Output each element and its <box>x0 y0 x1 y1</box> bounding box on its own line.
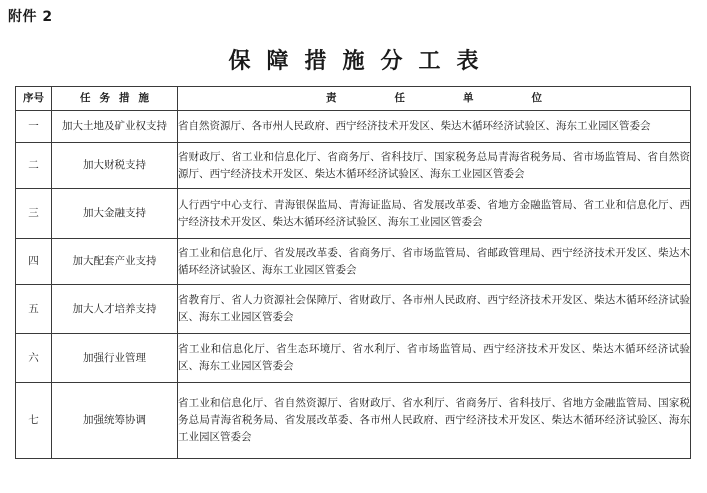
header-seq: 序号 <box>16 87 52 111</box>
row-task: 加强统筹协调 <box>52 383 178 459</box>
row-units: 省教育厅、省人力资源社会保障厅、省财政厅、各市州人民政府、西宁经济技术开发区、柴达木循环经济试验区、海东工业园区管委会 <box>178 285 691 334</box>
row-task: 加大财税支持 <box>52 143 178 189</box>
row-seq: 三 <box>16 189 52 239</box>
row-task: 加大土地及矿业权支持 <box>52 111 178 143</box>
row-units: 省工业和信息化厅、省生态环境厅、省水利厅、省市场监管局、西宁经济技术开发区、柴达木循环经济试验区、海东工业园区管委会 <box>178 334 691 383</box>
row-seq: 四 <box>16 239 52 285</box>
table-row <box>16 143 691 189</box>
row-seq: 六 <box>16 334 52 383</box>
header-task: 任务措施 <box>52 87 178 111</box>
table-row <box>16 239 691 285</box>
row-units: 省财政厅、省工业和信息化厅、省商务厅、省科技厅、国家税务总局青海省税务局、省市场监管局、省自然资源厅、西宁经济技术开发区、柴达木循环经济试验区、海东工业园区管委会 <box>178 143 691 189</box>
row-units: 省自然资源厅、各市州人民政府、西宁经济技术开发区、柴达木循环经济试验区、海东工业园区管委会 <box>178 111 691 143</box>
row-task: 加大配套产业支持 <box>52 239 178 285</box>
division-of-labor-table <box>15 86 691 459</box>
attachment-label: 附件 2 <box>8 9 53 25</box>
row-seq: 二 <box>16 143 52 189</box>
header-responsible-unit <box>178 87 691 111</box>
row-seq: 一 <box>16 111 52 143</box>
header-unit-char: 单 <box>463 92 474 104</box>
table-row <box>16 111 691 143</box>
table-row <box>16 285 691 334</box>
row-seq: 五 <box>16 285 52 334</box>
table-row <box>16 189 691 239</box>
table-row <box>16 383 691 459</box>
header-unit-char: 位 <box>531 92 542 104</box>
header-unit-char: 任 <box>394 92 405 104</box>
header-unit-char: 责 <box>326 92 337 104</box>
table-header-row <box>16 87 691 111</box>
table-row <box>16 334 691 383</box>
row-task: 加强行业管理 <box>52 334 178 383</box>
row-units: 省工业和信息化厅、省自然资源厅、省财政厅、省水利厅、省商务厅、省科技厅、省地方金融监管局、国家税务总局青海省税务局、省发展改革委、各市州人民政府、西宁经济技术开发区、柴达木循环经济试验区、海东工业园区管委会 <box>178 383 691 459</box>
row-seq: 七 <box>16 383 52 459</box>
page-title: 保障措施分工表 <box>228 48 495 74</box>
row-units: 人行西宁中心支行、青海银保监局、青海证监局、省发展改革委、省地方金融监管局、省工业和信息化厅、西宁经济技术开发区、柴达木循环经济试验区、海东工业园区管委会 <box>178 189 691 239</box>
row-task: 加大人才培养支持 <box>52 285 178 334</box>
row-units: 省工业和信息化厅、省发展改革委、省商务厅、省市场监管局、省邮政管理局、西宁经济技术开发区、柴达木循环经济试验区、海东工业园区管委会 <box>178 239 691 285</box>
row-task: 加大金融支持 <box>52 189 178 239</box>
